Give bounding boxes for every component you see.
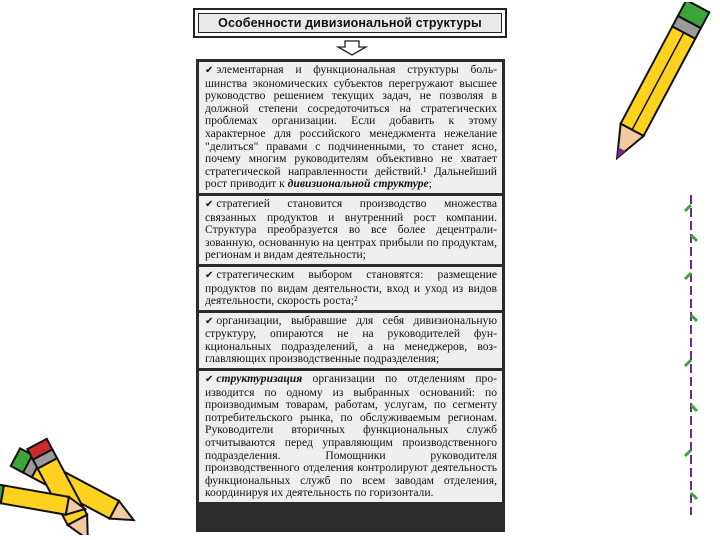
down-arrow-icon xyxy=(336,40,368,56)
item-text: ; xyxy=(428,177,432,191)
list-item xyxy=(199,371,502,502)
pencil-icon xyxy=(600,2,712,172)
emphasized-term: структуризация xyxy=(216,372,303,386)
item-text: организации, выбравшие для себя дивизиональную структуру, опираются не на руководителей функциональных подразделений, а на менеджеров, возглавляющих производственные подразделения; xyxy=(205,313,497,366)
check-icon: ✔ xyxy=(205,65,214,76)
item-text: элементарная и функциональная структуры большинства экономических субъектов перегружают высшее руководство решением текущих задач, не позволяя в должной степени сосредоточиться на стратегических проблемах организации. Если добавить к этому характерное для российского менеджмента нежелание "делиться" правами с подчиненными, то станет ясно, почему многим руководителям объективно не хватает стратегической направленности действий.¹ Дальнейший рост приводит к xyxy=(205,63,497,191)
list-item xyxy=(199,313,502,368)
title-box xyxy=(193,8,507,38)
pencils-icon xyxy=(0,430,150,535)
item-text: стратегическим выбором становятся: размещение продуктов по видам деятельности, вход и уход из видов деятельности, скорость роста;² xyxy=(205,267,497,308)
page-title: Особенности дивизиональной структуры xyxy=(218,16,482,30)
list-item xyxy=(199,196,502,264)
list-item xyxy=(199,267,502,310)
title-inner xyxy=(198,13,502,33)
check-icon: ✔ xyxy=(205,374,214,386)
list-item xyxy=(199,62,502,193)
item-text: организации по отделениям производится по одному из выбранных оснований: по производимым товарам, работам, услугам, по сегменту потребительского рынка, по обслуживаемым регионам. Руководители вторичных функциональных служб отчитываются перед управляющим производственного подразделения. Помощники руководителя производственного отделения контролируют деятельность функциональных служб по всем заводам отделения, координируя их деятельность по горизонтали. xyxy=(205,372,497,500)
decorative-border xyxy=(683,195,703,515)
item-text: стратегией становится производство множества связанных продуктов и внутренний рост компании. Структура преобразуется во все более децентрализованную, основанную на центрах прибыли по продуктам, регионам и видам деятельности; xyxy=(205,196,497,262)
check-icon: ✔ xyxy=(205,198,214,210)
content-panel xyxy=(196,59,505,532)
check-icon: ✔ xyxy=(205,269,214,281)
emphasized-term: дивизиональной структуре xyxy=(287,177,429,191)
check-icon: ✔ xyxy=(205,315,214,327)
